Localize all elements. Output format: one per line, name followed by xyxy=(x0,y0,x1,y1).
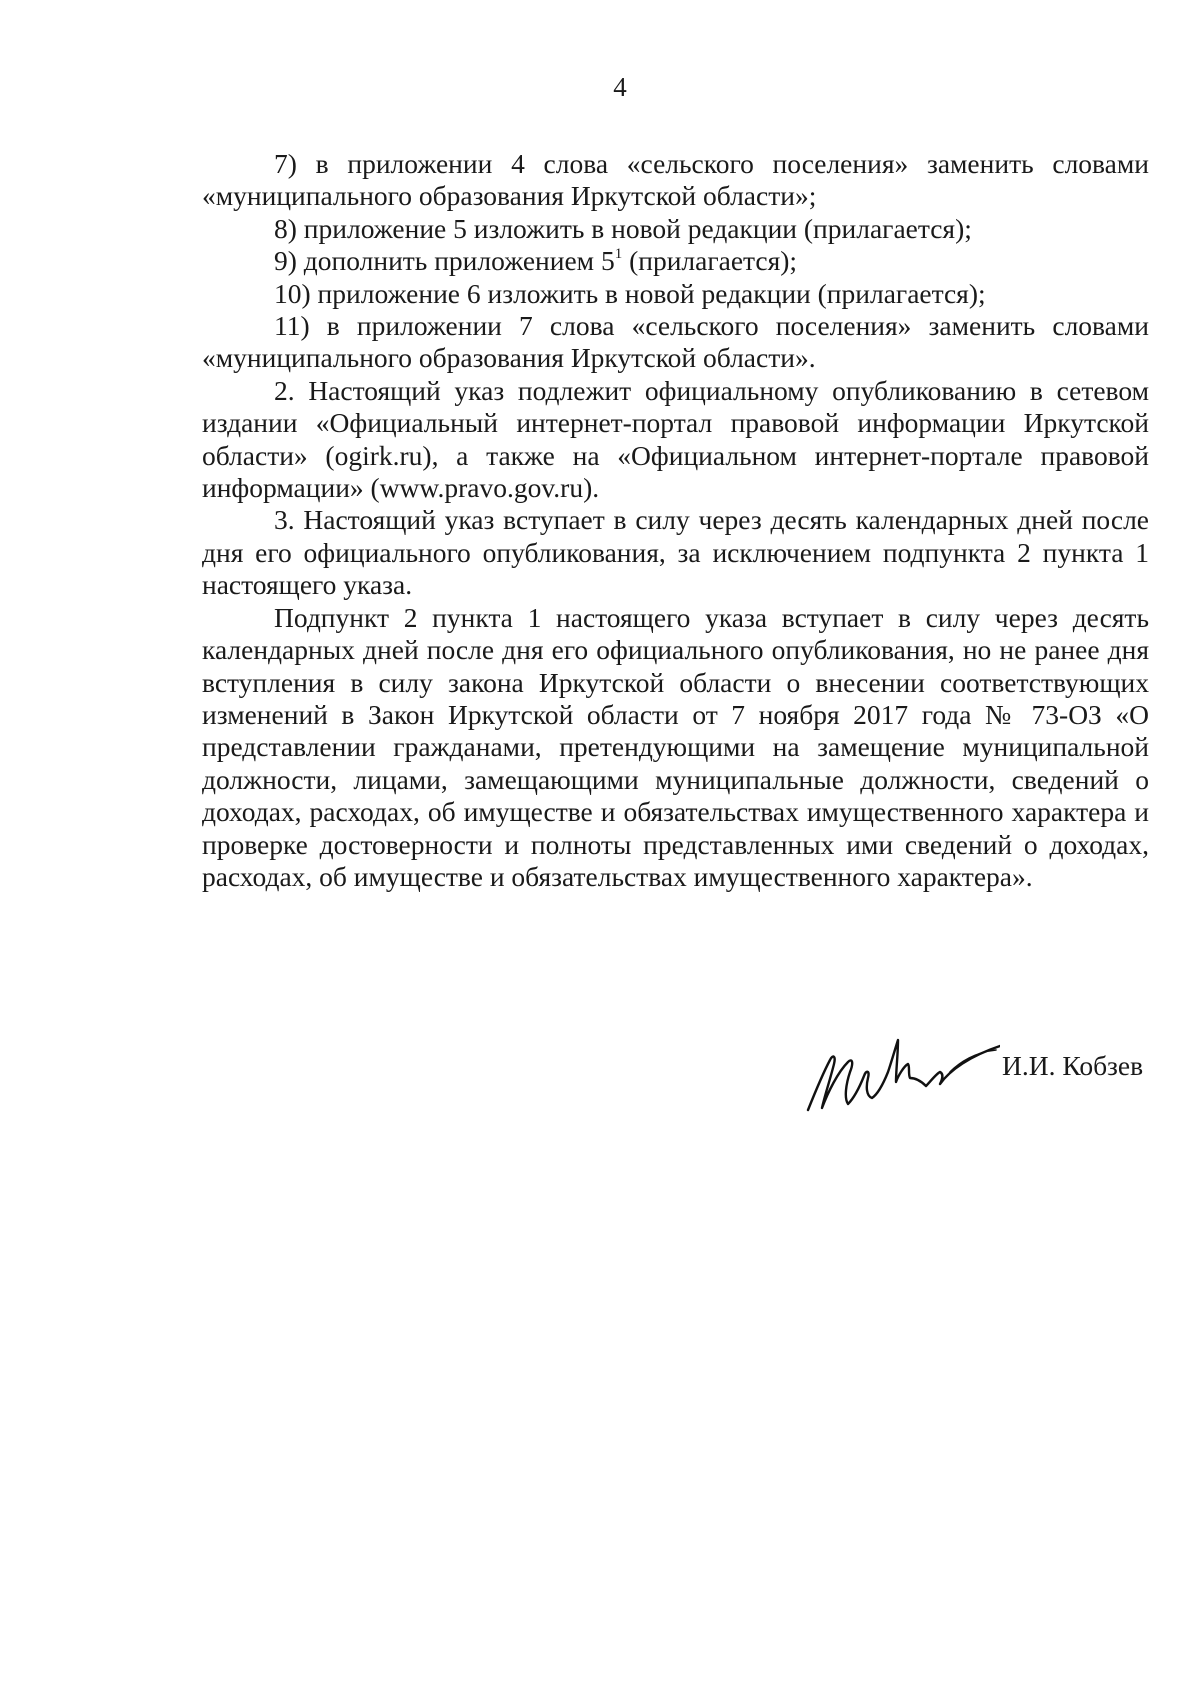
handwritten-signature xyxy=(800,1020,1000,1130)
document-body xyxy=(202,148,1149,893)
item-11-paragraph: 11) в приложении 7 слова «сельского поселения» заменить словами «муниципального образования Иркутской области». xyxy=(202,310,1149,374)
item-10-paragraph: 10) приложение 6 изложить в новой редакции (прилагается); xyxy=(274,277,986,309)
item-9-paragraph xyxy=(202,245,1149,277)
point-3-paragraph: 3. Настоящий указ вступает в силу через десять календарных дней после дня его официального опубликования, за исключением подпункта 2 пункта 1 настоящего указа. xyxy=(202,504,1149,601)
page-number: 4 xyxy=(613,72,627,102)
signer-name: И.И. Кобзев xyxy=(1002,1050,1144,1081)
item-9-superscript: 1 xyxy=(614,246,623,263)
item-9-text-end: (прилагается); xyxy=(622,245,798,277)
item-8-paragraph: 8) приложение 5 изложить в новой редакции (прилагается); xyxy=(274,212,972,244)
item-9-text: 9) дополнить приложением 5 xyxy=(274,245,615,277)
item-7-paragraph: 7) в приложении 4 слова «сельского поселения» заменить словами «муниципального образования Иркутской области»; xyxy=(202,148,1149,212)
point-2-paragraph: 2. Настоящий указ подлежит официальному опубликованию в сетевом издании «Официальный интернет-портал правовой информации Иркутской области» (ogirk.ru), а также на «Официальном интернет-портале правовой информации» (www.pravo.gov.ru). xyxy=(202,374,1149,504)
signature-block xyxy=(800,1020,1160,1130)
point-3-subpoint-paragraph: Подпункт 2 пункта 1 настоящего указа вступает в силу через десять календарных дней после дня его официального опубликования, но не ранее дня вступления в силу закона Иркутской области о внесении соответствующих изменений в Закон Иркутской области от 7 ноября 2017 года № 73-ОЗ «О представлении гражданами, претендующими на замещение муниципальной должности, лицами, замещающими муниципальные должности, сведений о доходах, расходах, об имуществе и обязательствах имущественного характера и проверке достоверности и полноты представленных ими сведений о доходах, расходах, об имуществе и обязательствах имущественного характера». xyxy=(202,601,1149,892)
